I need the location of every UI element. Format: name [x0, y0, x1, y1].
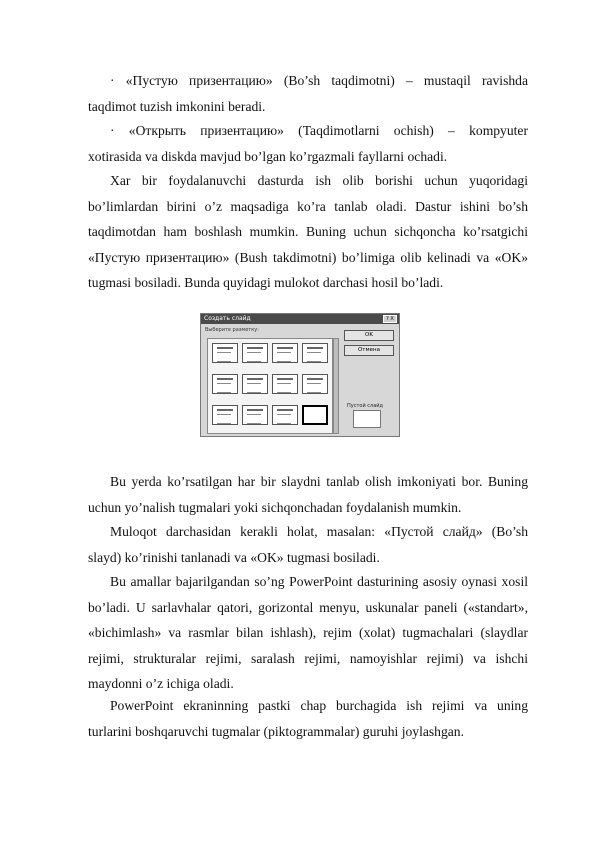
- close-icon: ? X: [383, 315, 397, 323]
- layout-thumbnail: [272, 405, 298, 425]
- text-line: taqdimotdan ham boshlash mumkin. Buning uchun sichqoncha ko’rsatgichi: [88, 224, 528, 239]
- layout-thumbnail: [272, 343, 298, 363]
- layout-thumbnail: [242, 343, 268, 363]
- paragraph-slide-selection: [88, 469, 528, 520]
- text-line: tugmasi bosiladi. Bunda quyidagi mulokot darchasi hosil bo’ladi.: [88, 275, 444, 290]
- paragraph-mode-buttons: [88, 693, 528, 744]
- text-line: · «Пустую призентацию» (Bo’sh taqdimotni) – mustaqil ravishda: [110, 73, 528, 88]
- paragraph-main-window: [88, 569, 528, 697]
- text-line: bo’ladi. U sarlavhalar qatori, gorizontal menyu, uskunalar paneli («standart»,: [88, 599, 528, 615]
- text-line: Muloqot darchasidan kerakli holat, masalan: «Пустой слайд» (Bo’sh: [110, 524, 528, 539]
- ok-button: OK: [344, 330, 394, 341]
- text-line: bo’limlardan birini o’z maqsadiga ko’ra tanlab oladi. Dastur ishini bo’sh: [88, 198, 528, 214]
- layout-grid: [207, 338, 333, 434]
- paragraph-blank-slide: [88, 519, 528, 570]
- text-line: turlarini boshqaruvchi tugmalar (piktogrammalar) guruhi joylashgan.: [88, 723, 464, 739]
- text-line: Bu amallar bajarilgandan so’ng PowerPoint dasturining asosiy oynasi xosil: [110, 574, 528, 589]
- text-line: PowerPoint ekraninning pastki chap burchagida ish rejimi va uning: [110, 698, 528, 713]
- text-line: xotirasida va diskda mavjud bo’lgan ko’rgazmali fayllarni ochadi.: [88, 148, 448, 164]
- text-line: · «Открыть призентацию» (Taqdimotlarni ochish) – kompyuter: [110, 123, 528, 138]
- layout-name-label: Пустой слайд: [347, 403, 383, 409]
- text-line: rejimi, strukturalar rejimi, saralash rejimi, namoyishlar rejimi) va ishchi: [88, 650, 528, 666]
- dialog-title: Создать слайд: [201, 314, 399, 324]
- dialog-scrollbar: [333, 338, 339, 434]
- layout-thumbnail: [242, 405, 268, 425]
- text-line: slayd) ko’rinishi tanlanadi va «OK» tugmasi bosiladi.: [88, 549, 380, 565]
- paragraph-user-choice: [88, 168, 528, 296]
- paragraph-open-presentation: [88, 118, 528, 169]
- text-line: taqdimot tuzish imkonini beradi.: [88, 98, 266, 114]
- layout-preview: [353, 410, 381, 428]
- layout-thumbnail-blank-selected: [302, 405, 328, 425]
- new-slide-dialog-screenshot: [200, 313, 400, 437]
- cancel-button: Отмена: [344, 345, 394, 356]
- layout-thumbnail: [212, 343, 238, 363]
- text-line: Bu yerda ko’rsatilgan har bir slaydni tanlab olish imkoniyati bor. Buning: [110, 474, 528, 489]
- layout-thumbnail: [302, 374, 328, 394]
- text-line: maydonni o’z ichiga oladi.: [88, 676, 234, 691]
- layout-thumbnail: [302, 343, 328, 363]
- text-line: uchun yo’nalish tugmalari yoki sichqonchadan foydalanish mumkin.: [88, 499, 462, 515]
- layout-thumbnail: [212, 374, 238, 394]
- layout-thumbnail: [242, 374, 268, 394]
- dialog-caption: Выберите разметку:: [205, 327, 259, 333]
- layout-thumbnail: [272, 374, 298, 394]
- text-line: «Пустую призентацию» (Bush takdimotni) bo’limiga olib kelinadi va «OK»: [88, 249, 528, 265]
- text-line: «bichimlash» va rasmlar bilan ishlash), rejim (xolat) tugmachalari (slaydlar: [88, 625, 528, 640]
- text-line: Xar bir foydalanuvchi dasturda ish olib borishi uchun yuqoridagi: [110, 173, 528, 188]
- layout-thumbnail: [212, 405, 238, 425]
- paragraph-new-presentation: [88, 68, 528, 119]
